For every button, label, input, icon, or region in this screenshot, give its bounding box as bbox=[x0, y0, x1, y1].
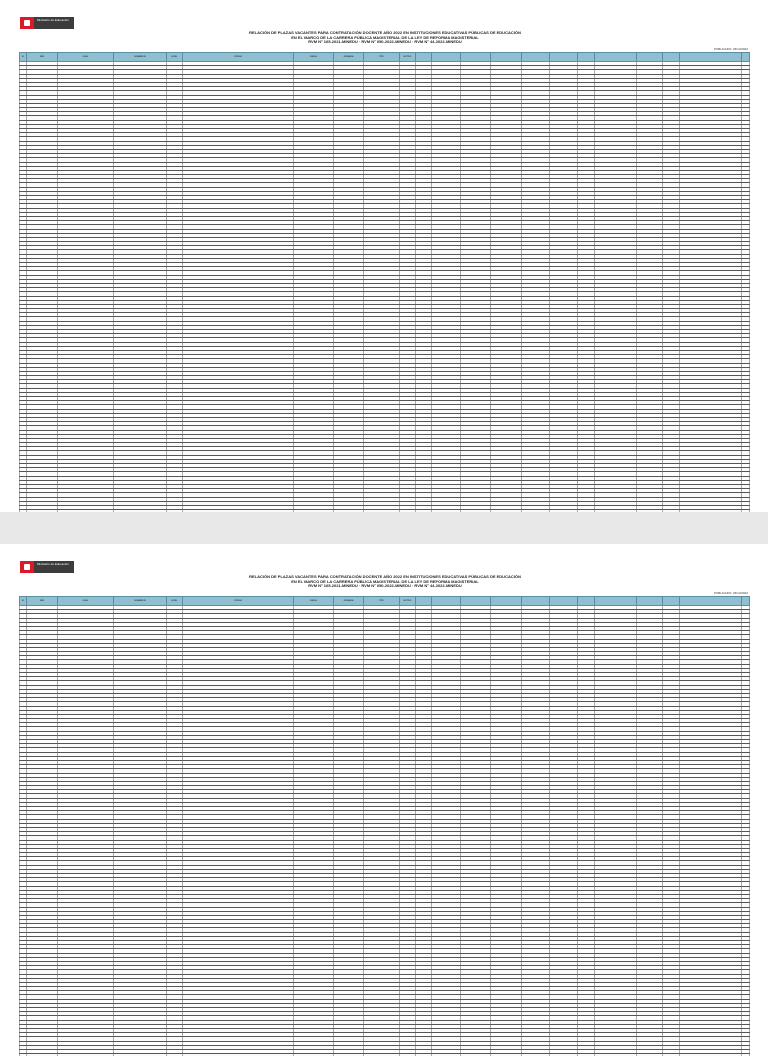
column-header: TIPO bbox=[364, 597, 400, 606]
vacancies-table bbox=[19, 596, 750, 1056]
column-header bbox=[595, 597, 637, 606]
column-header: UGEL bbox=[58, 53, 114, 62]
title-line-1: RELACIÓN DE PLAZAS VACANTES PARA CONTRATACIÓN DOCENTE AÑO 2022 EN INSTITUCIONES EDUCATIVAS PÚBLICAS DE EDUCACIÓN bbox=[200, 575, 570, 580]
column-header: MOTIVO bbox=[400, 597, 416, 606]
column-header bbox=[595, 53, 637, 62]
column-header: CARGO bbox=[294, 597, 334, 606]
title-line-2: EN EL MARCO DE LA CARRERA PÚBLICA MAGISTERIAL DE LA LEY DE REFORMA MAGISTERIAL bbox=[200, 580, 570, 585]
column-header: NOMBRE IE bbox=[114, 53, 167, 62]
column-header: UGEL bbox=[58, 597, 114, 606]
column-header: JORNADA bbox=[334, 53, 364, 62]
column-header bbox=[680, 53, 742, 62]
column-header bbox=[491, 597, 522, 606]
page-gap bbox=[0, 512, 768, 544]
column-header: NIVEL bbox=[167, 597, 183, 606]
column-header bbox=[680, 597, 742, 606]
column-header bbox=[491, 53, 522, 62]
column-header: NOMBRE IE bbox=[114, 597, 167, 606]
document-title bbox=[200, 575, 570, 589]
column-header bbox=[663, 53, 680, 62]
column-header: DRE bbox=[27, 597, 58, 606]
document-title bbox=[200, 31, 570, 45]
column-header bbox=[578, 53, 595, 62]
column-header bbox=[578, 597, 595, 606]
vacancies-table-wrapper bbox=[19, 52, 748, 512]
peru-emblem-icon bbox=[20, 561, 34, 573]
ministry-logo bbox=[20, 561, 74, 573]
title-line-1: RELACIÓN DE PLAZAS VACANTES PARA CONTRATACIÓN DOCENTE AÑO 2022 EN INSTITUCIONES EDUCATIVAS PÚBLICAS DE EDUCACIÓN bbox=[200, 31, 570, 36]
column-header: CÓDIGO bbox=[183, 53, 294, 62]
column-header: JORNADA bbox=[334, 597, 364, 606]
column-header: CÓDIGO bbox=[183, 597, 294, 606]
title-line-3: RVM N° 165-2021-MINEDU · RVM N° 050-2022-MINEDU · RVM N° 44-2022-MINEDU bbox=[200, 584, 570, 589]
column-header: MOTIVO bbox=[400, 53, 416, 62]
ministry-logo-text: Ministerio de Educación bbox=[34, 17, 74, 29]
document-page-2 bbox=[0, 544, 768, 1056]
ministry-logo bbox=[20, 17, 74, 29]
column-header bbox=[550, 53, 578, 62]
vacancies-table bbox=[19, 52, 750, 512]
column-header bbox=[637, 53, 663, 62]
column-header: N° bbox=[20, 53, 27, 62]
title-line-2: EN EL MARCO DE LA CARRERA PÚBLICA MAGISTERIAL DE LA LEY DE REFORMA MAGISTERIAL bbox=[200, 36, 570, 41]
table-header-row bbox=[20, 597, 750, 606]
vacancies-table-wrapper bbox=[19, 596, 748, 1056]
column-header: CARGO bbox=[294, 53, 334, 62]
column-header bbox=[416, 53, 432, 62]
column-header bbox=[742, 53, 750, 62]
title-line-3: RVM N° 165-2021-MINEDU · RVM N° 050-2022-MINEDU · RVM N° 44-2022-MINEDU bbox=[200, 40, 570, 45]
peru-emblem-icon bbox=[20, 17, 34, 29]
column-header: NIVEL bbox=[167, 53, 183, 62]
document-page-1 bbox=[0, 0, 768, 512]
column-header bbox=[637, 597, 663, 606]
column-header bbox=[522, 53, 550, 62]
column-header bbox=[522, 597, 550, 606]
column-header: TIPO bbox=[364, 53, 400, 62]
column-header: N° bbox=[20, 597, 27, 606]
column-header bbox=[416, 597, 432, 606]
column-header bbox=[742, 597, 750, 606]
table-header-row bbox=[20, 53, 750, 62]
published-date: PUBLICADO: 26/12/2022 bbox=[714, 47, 748, 51]
ministry-logo-text: Ministerio de Educación bbox=[34, 561, 74, 573]
column-header bbox=[432, 597, 461, 606]
column-header bbox=[663, 597, 680, 606]
column-header bbox=[432, 53, 461, 62]
column-header bbox=[461, 597, 491, 606]
published-date: PUBLICADO: 26/12/2022 bbox=[714, 591, 748, 595]
column-header bbox=[550, 597, 578, 606]
column-header bbox=[461, 53, 491, 62]
column-header: DRE bbox=[27, 53, 58, 62]
